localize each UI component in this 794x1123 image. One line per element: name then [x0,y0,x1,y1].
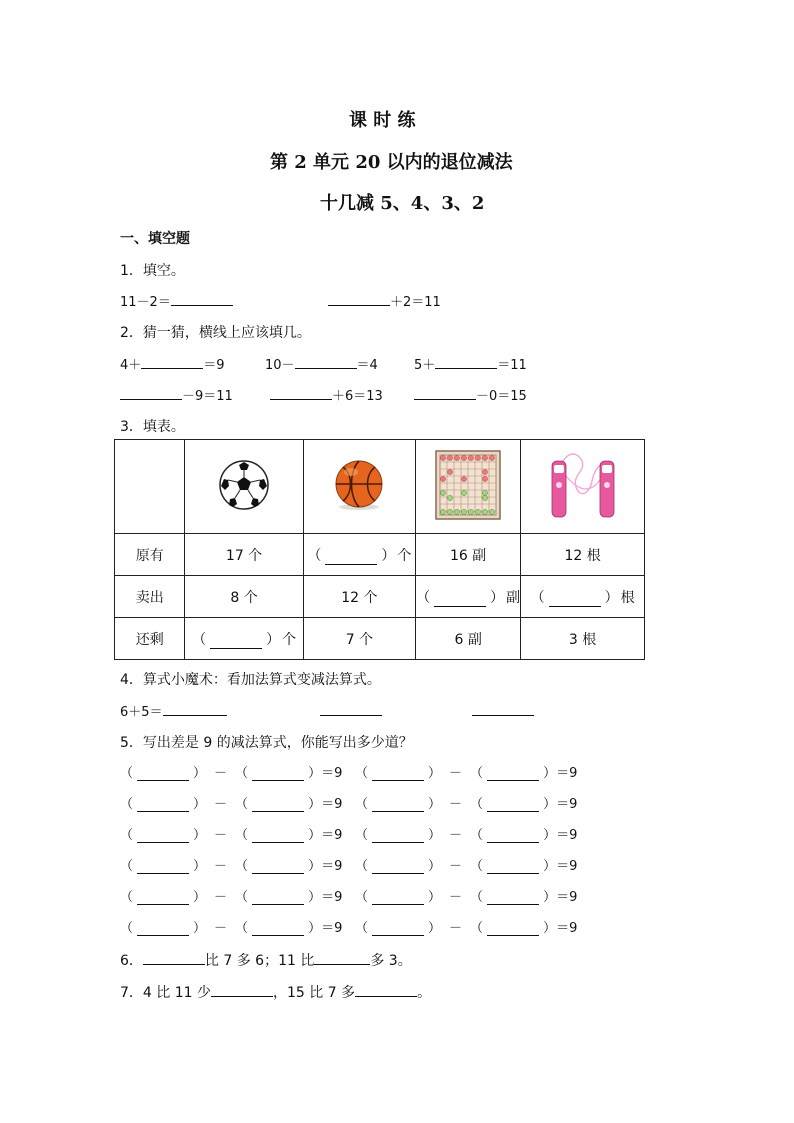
answer-blank[interactable] [487,798,539,812]
basketball-icon [331,457,387,513]
answer-blank[interactable] [487,891,539,905]
unit-label: 副 [506,589,521,606]
equals-nine: ＝9 [556,859,578,874]
minus-sign: － [449,828,463,843]
unit-label: 个 [397,547,412,564]
answer-blank[interactable] [355,982,417,997]
equals-nine: ＝9 [321,828,343,843]
table-cell: 12 个 [303,576,416,618]
basketball-cell [303,440,416,534]
q7-text-1: 7．4 比 11 少 [120,985,211,1001]
answer-blank[interactable] [137,798,189,812]
q2-eq-1-post: ＝9 [203,358,225,373]
table-cell-input[interactable]: （ ） 个 [185,618,303,660]
equals-nine: ＝9 [556,797,578,812]
answer-blank[interactable] [171,291,233,306]
answer-blank[interactable] [137,860,189,874]
minus-sign: － [214,766,228,781]
q2-eq-5 [270,385,383,404]
q2-eq-4 [120,385,233,404]
table-cell: 7 个 [303,618,416,660]
answer-blank[interactable] [141,354,203,369]
q4-label: 4．算式小魔术：看加法算式变减法算式。 [120,672,381,688]
q5-equation: （ ） － （ ）＝9 [120,766,343,781]
answer-blank[interactable] [252,798,304,812]
answer-blank[interactable] [487,829,539,843]
answer-blank[interactable] [252,922,304,936]
minus-sign: － [449,859,463,874]
table-cell: 16 副 [416,534,521,576]
q5-equation: （ ） － （ ）＝9 [355,766,578,781]
section-heading: 一、填空题 [120,231,190,247]
q5-equation: （ ） － （ ）＝9 [355,828,578,843]
q2-eq-6-post: －0＝15 [476,389,527,404]
equals-nine: ＝9 [556,766,578,781]
answer-blank[interactable] [372,767,424,781]
answer-blank[interactable] [487,767,539,781]
q2-eq-4-post: －9＝11 [182,389,233,404]
answer-blank[interactable] [295,354,357,369]
q2-eq-2-pre: 10－ [265,358,295,373]
equals-nine: ＝9 [321,890,343,905]
q5-equation: （ ） － （ ）＝9 [355,921,578,936]
q1-label: 1．填空。 [120,263,185,279]
unit-label: 根 [620,589,635,606]
q6-text-2: 多 3。 [370,953,412,969]
answer-blank[interactable] [137,922,189,936]
answer-blank[interactable] [120,385,182,400]
q6-line [120,950,412,970]
minus-sign: － [214,859,228,874]
answer-blank[interactable] [372,891,424,905]
q2-eq-2-post: ＝4 [356,358,378,373]
q6-number: 6． [120,953,143,969]
row-head: 还剩 [115,618,185,660]
table-corner-cell [115,440,185,534]
soccer-ball-cell [185,440,303,534]
answer-blank[interactable] [252,860,304,874]
q2-eq-3 [414,354,527,373]
equals-nine: ＝9 [321,797,343,812]
answer-blank[interactable] [435,354,497,369]
q5-equation: （ ） － （ ）＝9 [120,828,343,843]
q2-eq-1-pre: 4＋ [120,358,142,373]
q5-equation: （ ） － （ ）＝9 [355,890,578,905]
unit-label: 个 [282,631,297,648]
q2-eq-5-post: ＋6＝13 [332,389,383,404]
q5-equation: （ ） － （ ）＝9 [355,797,578,812]
fill-table [114,439,645,660]
minus-sign: － [449,766,463,781]
q7-line [120,982,431,1002]
answer-blank[interactable] [270,385,332,400]
q6-text-1: 比 7 多 6；11 比 [204,953,315,969]
answer-blank[interactable] [414,385,476,400]
answer-blank[interactable] [549,593,601,607]
minus-sign: － [214,921,228,936]
answer-blank[interactable] [372,798,424,812]
equals-nine: ＝9 [556,921,578,936]
answer-blank[interactable] [252,891,304,905]
equals-nine: ＝9 [556,890,578,905]
chess-board-cell [416,440,521,534]
answer-blank[interactable] [320,701,382,716]
table-cell: 3 根 [521,618,645,660]
unit-title: 第 2 单元 20 以内的退位减法 [270,152,513,173]
answer-blank[interactable] [434,593,486,607]
answer-blank[interactable] [210,635,262,649]
chinese-chess-board-icon [435,450,501,520]
q4-eq [120,701,227,720]
table-cell: 6 副 [416,618,521,660]
table-cell-input[interactable]: （ ） 副 [416,576,521,618]
equals-nine: ＝9 [321,859,343,874]
answer-blank[interactable] [143,950,205,965]
q2-label: 2．猜一猜，横线上应该填几。 [120,325,311,341]
q1-eq-b [328,291,441,310]
answer-blank[interactable] [137,891,189,905]
q4-blank-2 [320,701,382,720]
jump-rope-icon [546,447,620,523]
equals-nine: ＝9 [556,828,578,843]
q5-equation: （ ） － （ ）＝9 [355,859,578,874]
q1-eq-a-text: 11－2＝ [120,295,171,310]
equals-nine: ＝9 [321,921,343,936]
answer-blank[interactable] [137,829,189,843]
q4-blank-3 [472,701,534,720]
answer-blank[interactable] [328,291,390,306]
equals-nine: ＝9 [321,766,343,781]
q5-equation: （ ） － （ ）＝9 [120,859,343,874]
answer-blank[interactable] [372,860,424,874]
q7-text-2: ，15 比 7 多 [272,985,356,1001]
answer-blank[interactable] [372,922,424,936]
q5-equation: （ ） － （ ）＝9 [120,890,343,905]
answer-blank[interactable] [472,701,534,716]
table-cell-input[interactable]: （ ） 个 [303,534,416,576]
minus-sign: － [214,890,228,905]
q2-eq-3-pre: 5＋ [414,358,436,373]
minus-sign: － [449,890,463,905]
answer-blank[interactable] [252,829,304,843]
table-cell: 8 个 [185,576,303,618]
row-head: 原有 [115,534,185,576]
q2-eq-3-post: ＝11 [497,358,527,373]
answer-blank[interactable] [314,950,370,965]
minus-sign: － [214,828,228,843]
minus-sign: － [214,797,228,812]
q2-eq-1 [120,354,225,373]
jump-rope-cell [521,440,645,534]
lesson-title: 十几减 5、4、3、2 [320,193,485,214]
answer-blank[interactable] [163,701,227,716]
q7-text-3: 。 [417,985,432,1001]
minus-sign: － [449,921,463,936]
q1-eq-a [120,291,233,310]
answer-blank[interactable] [211,982,273,997]
q2-eq-2 [265,354,378,373]
soccer-ball-icon [218,459,270,511]
table-cell-input[interactable]: （ ） 根 [521,576,645,618]
q5-equation: （ ） － （ ）＝9 [120,797,343,812]
q5-label: 5．写出差是 9 的减法算式，你能写出多少道？ [120,735,413,751]
q1-eq-b-text: ＋2＝11 [390,295,441,310]
answer-blank[interactable] [137,767,189,781]
answer-blank[interactable] [487,922,539,936]
row-head: 卖出 [115,576,185,618]
page-title: 课 时 练 [349,110,416,131]
q5-equation: （ ） － （ ）＝9 [120,921,343,936]
answer-blank[interactable] [372,829,424,843]
q2-eq-6 [414,385,527,404]
table-cell: 17 个 [185,534,303,576]
answer-blank[interactable] [252,767,304,781]
q4-eq-text: 6＋5＝ [120,705,163,720]
table-cell: 12 根 [521,534,645,576]
q3-label: 3．填表。 [120,419,185,435]
answer-blank[interactable] [487,860,539,874]
answer-blank[interactable] [325,551,377,565]
minus-sign: － [449,797,463,812]
